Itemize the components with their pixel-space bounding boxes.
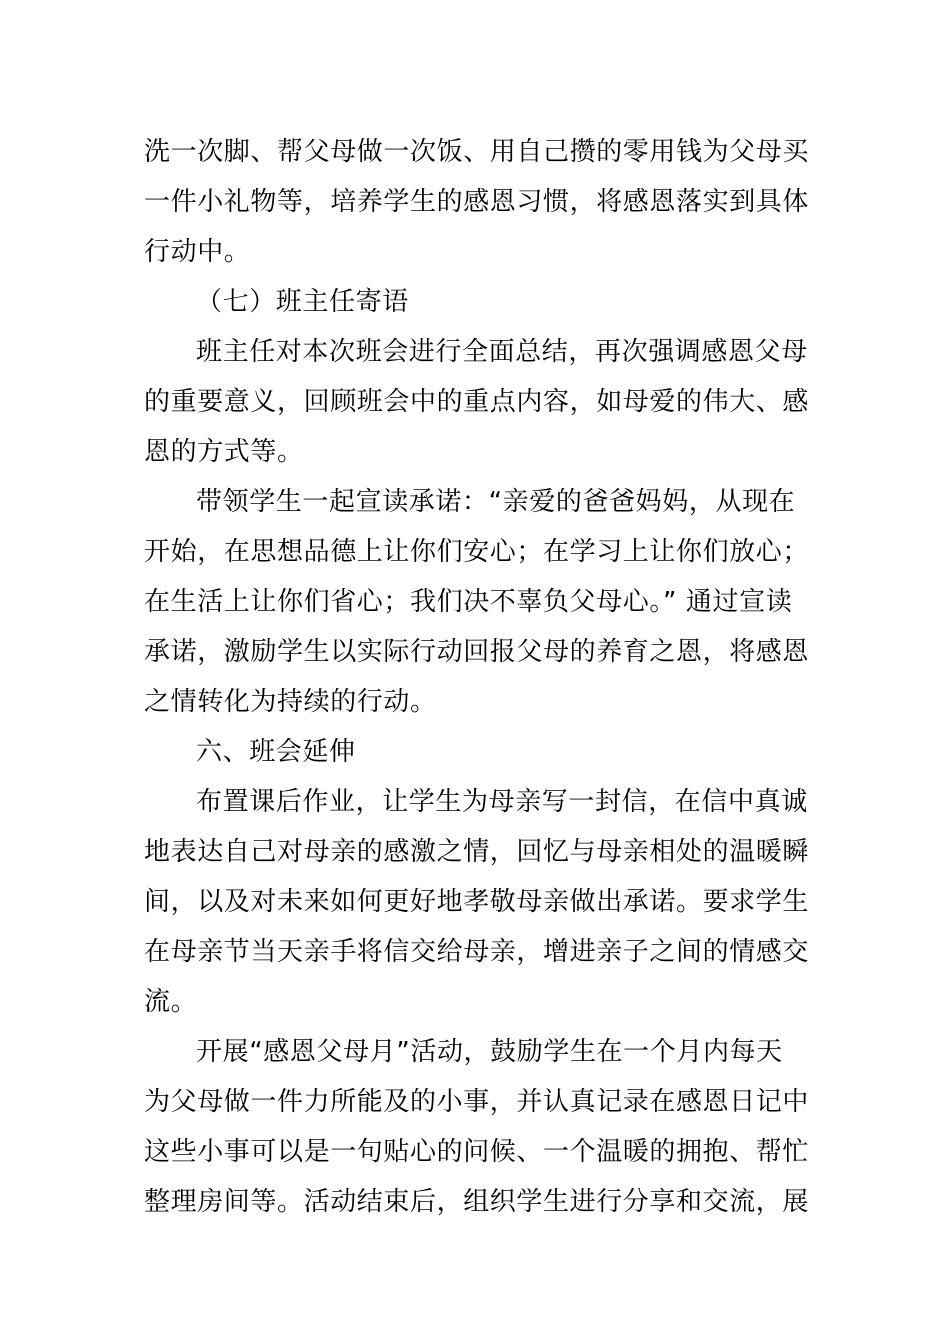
text-line: 这些小事可以是一句贴心的问候、一个温暖的拥抱、帮忙 bbox=[144, 1137, 810, 1167]
text-line: 布置课后作业，让学生为母亲写一封信，在信中真诚 bbox=[196, 787, 808, 817]
text-line: 之情转化为持续的行动。 bbox=[144, 687, 437, 717]
text-line: 行动中。 bbox=[144, 237, 251, 267]
text-line: 承诺，激励学生以实际行动回报父母的养育之恩，将感恩 bbox=[144, 637, 810, 667]
text-line: 洗一次脚、帮父母做一次饭、用自己攒的零用钱为父母买 bbox=[144, 137, 810, 167]
text-line: 在母亲节当天亲手将信交给母亲，增进亲子之间的情感交 bbox=[144, 937, 810, 967]
text-line: 地表达自己对母亲的感激之情，回忆与母亲相处的温暖瞬 bbox=[144, 837, 810, 867]
text-line: 开始，在思想品德上让你们安心；在学习上让你们放心； bbox=[144, 537, 810, 567]
section-heading: （七）班主任寄语 bbox=[196, 287, 409, 317]
text-line: 开展“感恩父母月”活动，鼓励学生在一个月内每天 bbox=[196, 1037, 783, 1067]
text-line: 间，以及对未来如何更好地孝敬母亲做出承诺。要求学生 bbox=[144, 887, 810, 917]
text-line: 整理房间等。活动结束后，组织学生进行分享和交流，展 bbox=[144, 1187, 810, 1217]
text-line: 带领学生一起宣读承诺：“亲爱的爸爸妈妈，从现在 bbox=[196, 487, 796, 517]
text-line: 的重要意义，回顾班会中的重点内容，如母爱的伟大、感 bbox=[144, 387, 810, 417]
text-line: 在生活上让你们省心；我们决不辜负父母心。” 通过宣读 bbox=[144, 587, 793, 617]
section-heading: 六、班会延伸 bbox=[196, 737, 356, 767]
text-line: 恩的方式等。 bbox=[144, 437, 304, 467]
text-line: 一件小礼物等，培养学生的感恩习惯，将感恩落实到具体 bbox=[144, 187, 810, 217]
text-line: 为父母做一件力所能及的小事，并认真记录在感恩日记中 bbox=[144, 1087, 810, 1117]
text-line: 流。 bbox=[144, 987, 198, 1017]
text-line: 班主任对本次班会进行全面总结，再次强调感恩父母 bbox=[196, 337, 808, 367]
